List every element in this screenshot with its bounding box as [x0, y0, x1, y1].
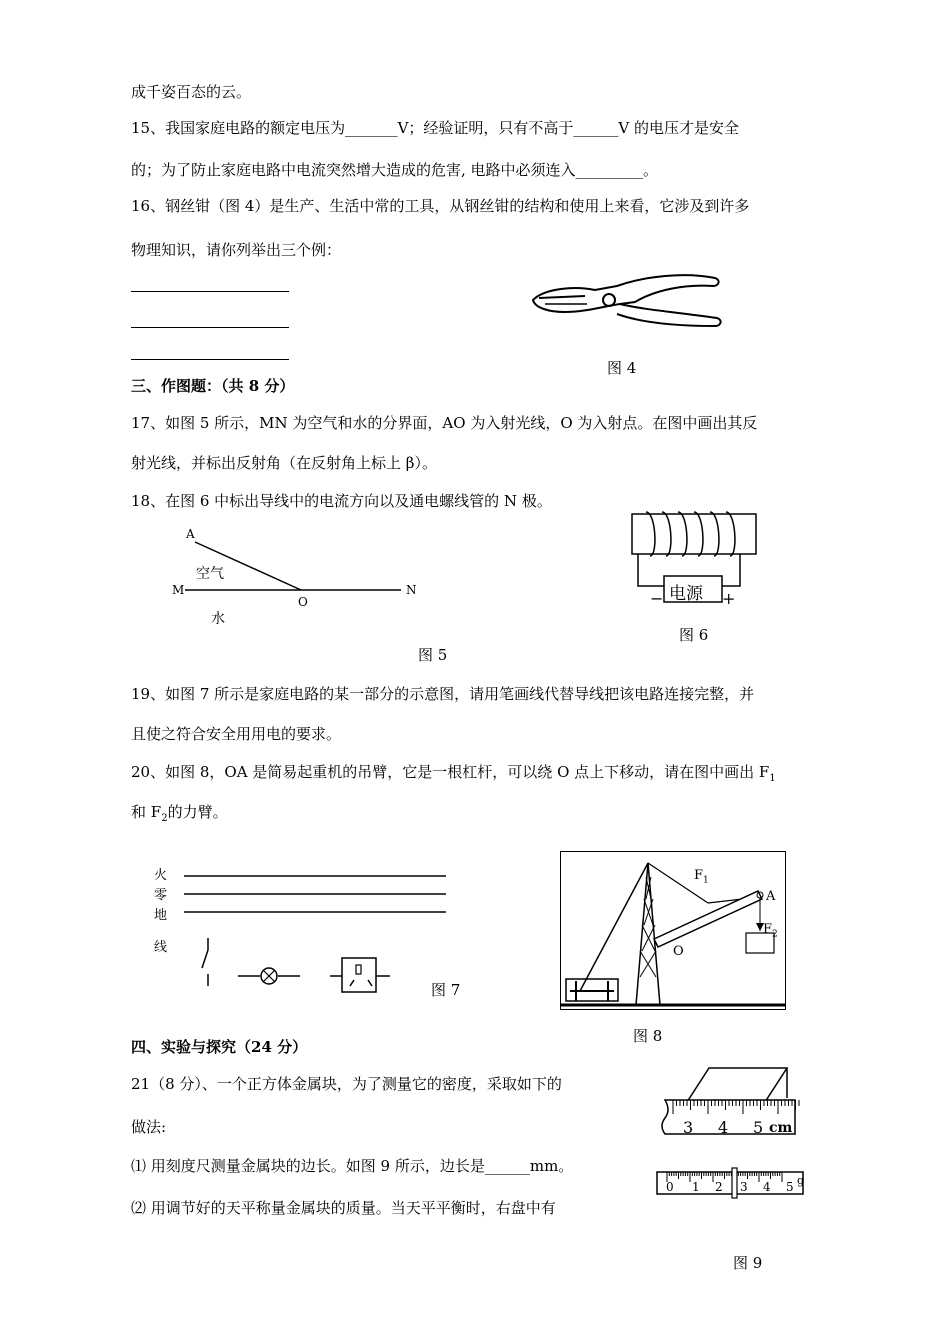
ruler-label-5: 5 — [753, 1118, 764, 1137]
power-source-label: 电源 — [669, 584, 703, 604]
beam-label-3: 3 — [740, 1180, 748, 1194]
pivot-o-label: O — [673, 944, 684, 959]
household-circuit-figure — [180, 870, 450, 995]
point-o-label: O — [298, 595, 308, 609]
crane-figure — [560, 851, 786, 1013]
ruler-label-4: 4 — [718, 1118, 729, 1137]
answer-line — [131, 359, 289, 360]
point-a-label: A — [186, 527, 195, 541]
text-line: 成千姿百态的云。 — [131, 83, 252, 101]
beam-label-5: 5 — [786, 1180, 794, 1194]
force-f2-label: $F_2$ — [763, 922, 778, 940]
air-label: 空气 — [196, 566, 224, 582]
answer-line — [131, 327, 289, 328]
ground-wire-label: 地 — [154, 908, 168, 923]
question-20-cont: 和 $F_2$的力臂。 — [131, 803, 228, 824]
question-17-cont: 射光线，并标出反射角（在反射角上标上 β）。 — [131, 454, 437, 472]
section-4-heading: 四、实验与探究（24 分） — [131, 1038, 308, 1056]
neutral-wire-label: 零 — [154, 888, 168, 903]
force-f1-label: $F_1$ — [694, 868, 709, 886]
beam-label-4: 4 — [763, 1180, 771, 1194]
pliers-figure — [525, 268, 725, 338]
question-21-part2: ⑵ 用调节好的天平称量金属块的质量。当天平平衡时，右盘中有 — [131, 1199, 556, 1217]
question-21-part1: ⑴ 用刻度尺测量金属块的边长。如图 9 所示，边长是______mm。 — [131, 1157, 574, 1175]
ruler-unit-label: cm — [769, 1120, 793, 1136]
question-16: 16、钢丝钳（图 4）是生产、生活中常的工具，从钢丝钳的结构和使用上来看，它涉及到许多 — [131, 197, 750, 215]
figure-8-caption: 图 8 — [633, 1027, 663, 1045]
point-a-label: A — [766, 889, 776, 904]
beam-label-2: 2 — [715, 1180, 723, 1194]
answer-line — [131, 291, 289, 292]
question-21: 21（8 分）、一个正方体金属块，为了测量它的密度，采取如下的 — [131, 1075, 562, 1093]
question-21-cont: 做法: — [131, 1118, 167, 1136]
figure-6-caption: 图 6 — [679, 626, 709, 644]
ruler-label-3: 3 — [683, 1118, 694, 1137]
figure-9-caption: 图 9 — [733, 1254, 763, 1272]
plus-sign: + — [722, 589, 736, 608]
figure-4-caption: 图 4 — [607, 359, 637, 377]
question-15: 15、我国家庭电路的额定电压为_______V；经验证明，只有不高于______V 的电压才是安全 — [131, 119, 740, 137]
beam-unit-label: g — [797, 1174, 805, 1187]
question-19-cont: 且使之符合安全用用电的要求。 — [131, 725, 342, 743]
figure-5-caption: 图 5 — [418, 646, 448, 664]
minus-sign: − — [650, 589, 664, 608]
point-m-label: M — [172, 583, 185, 597]
question-16-cont: 物理知识，请你列举出三个例： — [131, 241, 342, 259]
question-17: 17、如图 5 所示，MN 为空气和水的分界面，AO 为入射光线，O 为入射点。在图中画出其反 — [131, 414, 758, 432]
wire-label: 线 — [154, 940, 168, 955]
water-label: 水 — [211, 611, 225, 627]
question-19: 19、如图 7 所示是家庭电路的某一部分的示意图，请用笔画线代替导线把该电路连接完整，并 — [131, 685, 755, 703]
figure-7-caption: 图 7 — [431, 981, 461, 999]
live-wire-label: 火 — [154, 868, 168, 883]
beam-label-0: 0 — [666, 1180, 674, 1194]
question-15-cont: 的；为了防止家庭电路中电流突然增大造成的危害, 电路中必须连入_________。 — [131, 161, 659, 179]
point-n-label: N — [406, 583, 417, 597]
question-18: 18、在图 6 中标出导线中的电流方向以及通电螺线管的 N 极。 — [131, 492, 552, 510]
beam-label-1: 1 — [692, 1180, 700, 1194]
question-20: 20、如图 8，OA 是简易起重机的吊臂，它是一根杠杆，可以绕 O 点上下移动，请在图中画出 $F_1$ — [131, 763, 776, 784]
section-3-heading: 三、作图题：（共 8 分） — [131, 377, 295, 395]
